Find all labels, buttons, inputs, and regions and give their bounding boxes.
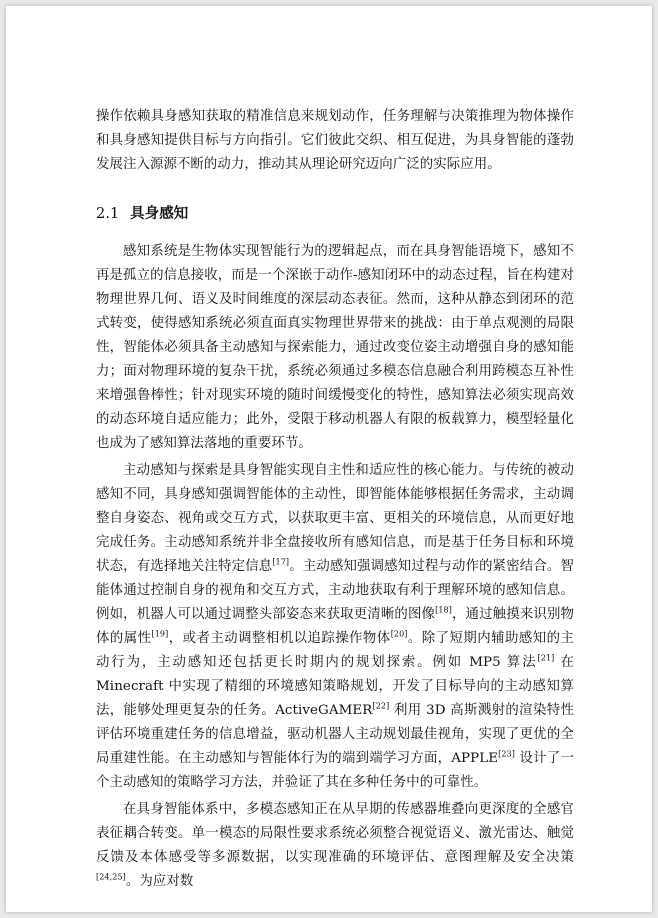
- paragraph-multimodal-perception: [96, 798, 574, 894]
- citation-ref: [17]: [272, 557, 290, 567]
- section-title: 具身感知: [130, 205, 189, 222]
- citation-ref: [24,25]: [96, 872, 126, 882]
- section-heading: [96, 201, 574, 227]
- text-segment: ，通过触摸来识别物体的属性: [96, 607, 574, 646]
- citation-ref: [20]: [390, 629, 408, 639]
- text-segment: 在 Minecraft 中实现了精细的环境感知策略规划，开发了目标导向的主动感知算法，能够处理更复杂的任务。ActiveGAMER: [96, 655, 574, 718]
- text-segment: 。除了短期内辅助感知的主动行为，主动感知还包括更长时期内的规划探索。例如 MP5 算法: [96, 631, 574, 670]
- text-segment: 在具身智能体系中，多模态感知正在从早期的传感器堆叠向更深度的全感官表征耦合转变。单一模态的局限性要求系统必须整合视觉语义、激光雷达、触觉反馈及本体感受等多源数据，以实现准确的环境评估、意图理解及安全决策: [96, 802, 574, 865]
- paragraph-active-perception: [96, 459, 574, 795]
- citation-ref: [22]: [372, 701, 390, 711]
- citation-ref: [21]: [537, 653, 555, 663]
- citation-ref: [18]: [435, 605, 452, 615]
- document-page: [6, 6, 652, 912]
- section-number: 2.1: [96, 206, 120, 222]
- text-segment: 主动感知与探索是具身智能实现自主性和适应性的核心能力。与传统的被动感知不同，具身感知强调智能体的主动性，即智能体能够根据任务需求，主动调整自身姿态、视角或交互方式，以获取更丰富、更相关的环境信息，从而更好地完成任务。主动感知系统并非全盘接收所有感知信息，而是基于任务目标和环境状态，有选择地关注特定信息: [96, 463, 574, 574]
- text-segment: 。为应对数: [125, 874, 194, 889]
- paragraph-perception-system: 感知系统是生物体实现智能行为的逻辑起点，而在具身智能语境下，感知不再是孤立的信息接收，而是一个深嵌于动作-感知闭环中的动态过程，旨在构建对物理世界几何、语义及时间维度的深层动态表征。然而，这种从静态到闭环的范式转变，使得感知系统必须直面真实物理世界带来的挑战：由于单点观测的局限性，智能体必须具备主动感知与探索能力，通过改变位姿主动增强自身的感知能力；面对物理环境的复杂干扰，系统必须通过多模态信息融合利用跨模态互补性来增强鲁棒性；针对现实环境的随时间缓慢变化的特性，感知算法必须实现高效的动态环境自适应能力；此外，受限于移动机器人有限的板载算力，模型轻量化也成为了感知算法落地的重要环节。: [96, 244, 574, 451]
- text-segment: 设计了一个主动感知的策略学习方法，并验证了其在多种任务中的可靠性。: [96, 751, 574, 790]
- text-segment: ，或者主动调整相机以追踪操作物体: [168, 631, 391, 646]
- text-segment: 利用 3D 高斯溅射的渲染特性评估环境重建任务的信息增益，驱动机器人主动规划最佳视角，实现了更优的全局重建性能。在主动感知与智能体行为的端到端学习方面，APPLE: [96, 703, 574, 766]
- page-content: [96, 105, 574, 894]
- citation-ref: [23]: [498, 749, 515, 759]
- intro-paragraph: 操作依赖具身感知获取的精准信息来规划动作，任务理解与决策推理为物体操作和具身感知提供目标与方向指引。它们彼此交织、相互促进，为具身智能的蓬勃发展注入源源不断的动力，推动其从理论研究迈向广泛的实际应用。: [96, 109, 574, 172]
- text-segment: 。主动感知强调感知过程与动作的紧密结合。智能体通过控制自身的视角和交互方式，主动地获取有利于理解环境的感知信息。例如，机器人可以通过调整头部姿态来获取更清晰的图像: [96, 559, 574, 622]
- citation-ref: [19]: [151, 629, 169, 639]
